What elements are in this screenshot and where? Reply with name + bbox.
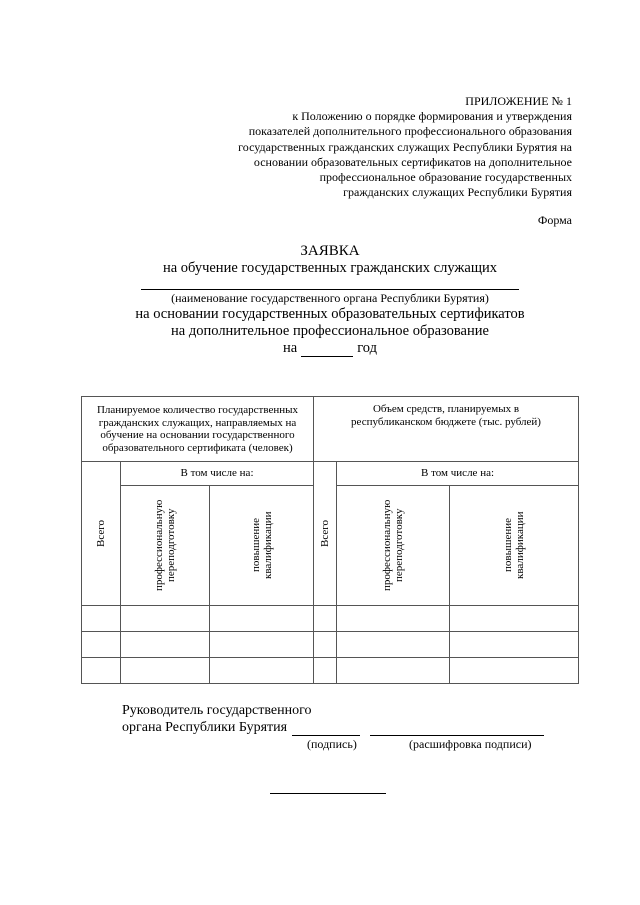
col-retraining-count: профессиональную переподготовку [121,486,210,606]
col-total-count: Всего [82,462,121,606]
table-cell[interactable] [121,632,210,658]
table-cell[interactable] [337,632,450,658]
table-cell[interactable] [450,658,579,684]
table-cell[interactable] [337,658,450,684]
table-cell[interactable] [82,658,121,684]
col-retraining-budget: профессиональную переподготовку [337,486,450,606]
table-row [82,658,579,684]
col-qualification-budget: повышение квалификации [450,486,579,606]
signature-caption: (подпись) [307,737,357,751]
table-cell[interactable] [450,606,579,632]
org-name-caption: (наименование государственного органа Республики Бурятия) [171,291,489,305]
table-row [82,606,579,632]
signature-field[interactable] [292,723,360,736]
application-table [81,396,579,684]
table-cell[interactable] [121,606,210,632]
table-row [82,632,579,658]
document-title-block [0,243,640,357]
table-cell[interactable] [210,658,314,684]
appendix-line: к Положению о порядке формирования и утверждения [292,109,572,124]
year-prefix: на [283,340,298,356]
title-line-1: на обучение государственных гражданских служащих [162,260,498,276]
col-total-budget: Всего [314,462,337,606]
year-field[interactable] [301,344,353,357]
including-label-2: В том числе на: [337,462,579,486]
appendix-line: гражданских служащих Республики Бурятия [343,185,572,200]
form-label: Форма [537,213,572,227]
org-name-field[interactable] [141,279,519,290]
title-line-3: на дополнительное профессиональное образование [171,323,489,339]
table-cell[interactable] [450,632,579,658]
table-cell[interactable] [314,658,337,684]
year-suffix: год [357,340,377,356]
appendix-line: основании образовательных сертификатов на дополнительное [253,154,572,169]
document-heading: ЗАЯВКА [300,243,360,259]
including-label-1: В том числе на: [121,462,314,486]
table-cell[interactable] [314,606,337,632]
signer-title-line-2-wrap [122,719,544,736]
signature-decode-field[interactable] [370,723,544,736]
table-cell[interactable] [82,632,121,658]
bottom-divider [270,793,386,794]
appendix-line: профессиональное образование государственных [319,170,572,185]
table-cell[interactable] [210,632,314,658]
header-budget: Объем средств, планируемых в республиканском бюджете (тыс. рублей) [314,397,579,462]
title-line-2: на основании государственных образовательных сертификатов [135,306,525,322]
signature-decode-caption: (расшифровка подписи) [409,737,532,751]
table-cell[interactable] [121,658,210,684]
appendix-line: государственных гражданских служащих Республики Бурятия на [238,139,572,154]
table-cell[interactable] [210,606,314,632]
signer-title-line-1: Руководитель государственного [122,703,312,718]
appendix-title: ПРИЛОЖЕНИЕ № 1 [465,94,572,108]
table-cell[interactable] [337,606,450,632]
signer-title-line-2: органа Республики Бурятия [122,720,288,735]
header-planned-count: Планируемое количество государственных гражданских служащих, направляемых на обучение на основании государственного образовательного сертификата (человек) [82,397,314,462]
col-qualification-count: повышение квалификации [210,486,314,606]
table-cell[interactable] [82,606,121,632]
signature-block [122,702,544,736]
table-cell[interactable] [314,632,337,658]
appendix-line: показателей дополнительного профессионального образования [248,124,572,139]
year-line [0,340,640,357]
appendix-header [238,94,572,200]
